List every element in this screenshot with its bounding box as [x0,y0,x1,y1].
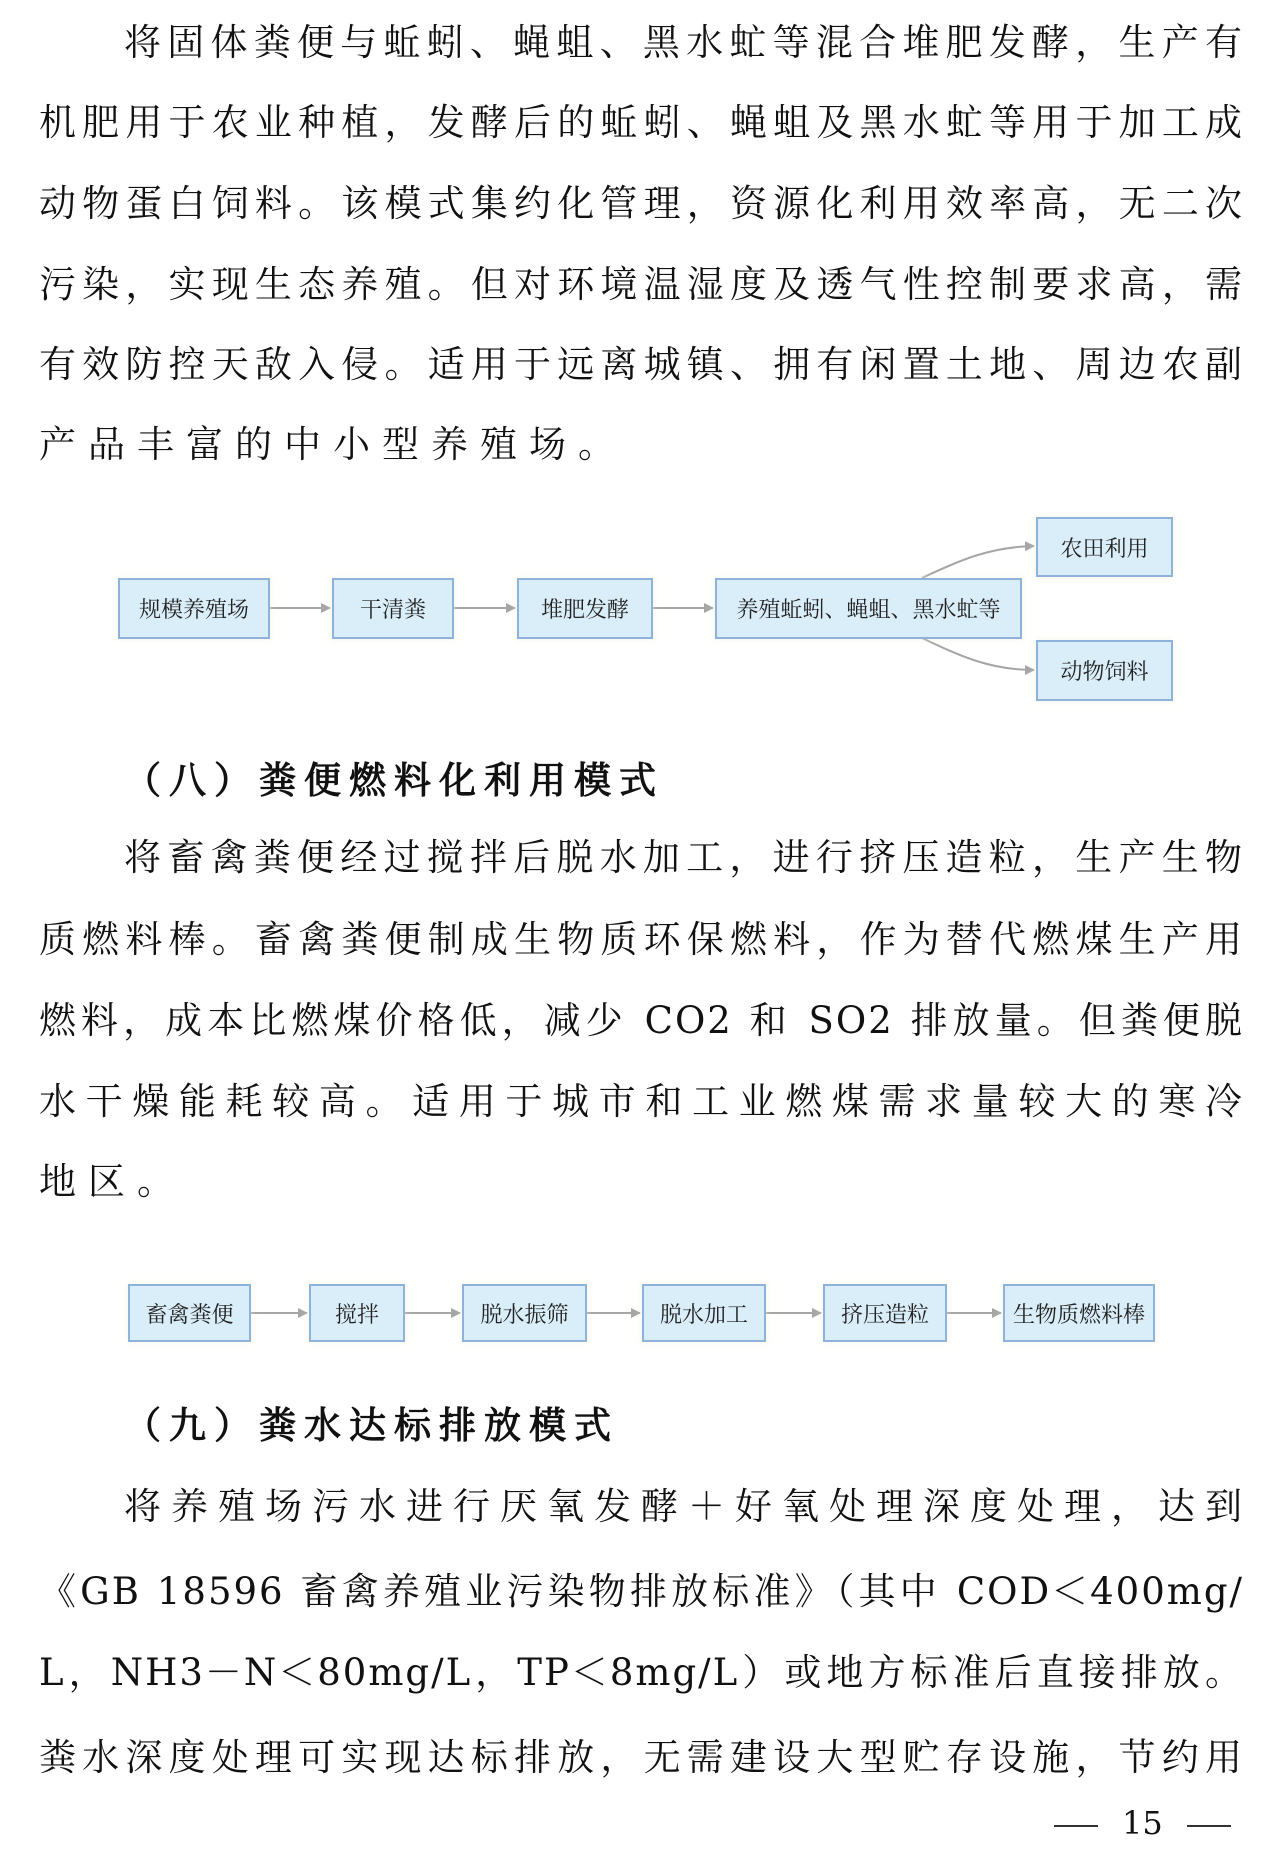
flow-node-manure: 畜禽粪便 [128,1284,251,1342]
paragraph-line: 机肥用于农业种植，发酵后的蚯蚓、蝇蛆及黑水虻等用于加工成 [39,101,1244,144]
flow-node-feed: 动物饲料 [1036,640,1173,701]
paragraph-line: 将养殖场污水进行厌氧发酵＋好氧处理深度处理，达到 [124,1485,1244,1528]
paragraph-line: 燃料，成本比燃煤价格低，减少 CO2 和 SO2 排放量。但粪便脱 [39,999,1244,1042]
paragraph-line: 地区。 [39,1160,186,1203]
paragraph-line: 将固体粪便与蚯蚓、蝇蛆、黑水虻等混合堆肥发酵，生产有 [124,21,1244,64]
page-number [1030,1800,1255,1846]
flow-node-stir: 搅拌 [309,1284,405,1342]
flow-node-dry-manure: 干清粪 [332,578,454,639]
flow-node-fuel-rod: 生物质燃料棒 [1003,1284,1155,1342]
paragraph-line: 将畜禽粪便经过搅拌后脱水加工，进行挤压造粒，生产生物 [124,836,1244,879]
paragraph-line: 动物蛋白饲料。该模式集约化管理，资源化利用效率高，无二次 [39,182,1244,225]
flow-node-breeding: 养殖蚯蚓、蝇蛆、黑水虻等 [715,578,1022,639]
section-heading: （九）粪水达标排放模式 [124,1403,619,1447]
flow-node-pelletize: 挤压造粒 [823,1284,947,1342]
paragraph-line: 有效防控天敌入侵。适用于远离城镇、拥有闲置土地、周边农副 [39,343,1244,386]
paragraph-line: 质燃料棒。畜禽粪便制成生物质环保燃料，作为替代燃煤生产用 [39,918,1244,961]
paragraph-line: 《GB 18596 畜禽养殖业污染物排放标准》（其中 COD＜400mg/ [39,1570,1244,1613]
flow-node-farm: 规模养殖场 [118,578,270,639]
paragraph-line: 污染，实现生态养殖。但对环境温湿度及透气性控制要求高，需 [39,263,1244,306]
paragraph-line: 粪水深度处理可实现达标排放，无需建设大型贮存设施，节约用 [39,1736,1244,1779]
paragraph-line: 产品丰富的中小型养殖场。 [39,423,627,466]
section-heading: （八）粪便燃料化利用模式 [124,758,664,802]
paragraph-line: 水干燥能耗较高。适用于城市和工业燃煤需求量较大的寒冷 [39,1080,1244,1123]
flow-node-farmland: 农田利用 [1036,517,1173,577]
dash-left [1054,1825,1098,1827]
flow-node-compost: 堆肥发酵 [517,578,653,639]
flow-node-dewater-screen: 脱水振筛 [462,1284,587,1342]
dash-right [1187,1825,1231,1827]
flow-node-dewater-process: 脱水加工 [642,1284,766,1342]
page-number-text: 15 [1122,1804,1163,1842]
paragraph-line: L，NH3－N＜80mg/L，TP＜8mg/L）或地方标准后直接排放。 [39,1651,1244,1694]
